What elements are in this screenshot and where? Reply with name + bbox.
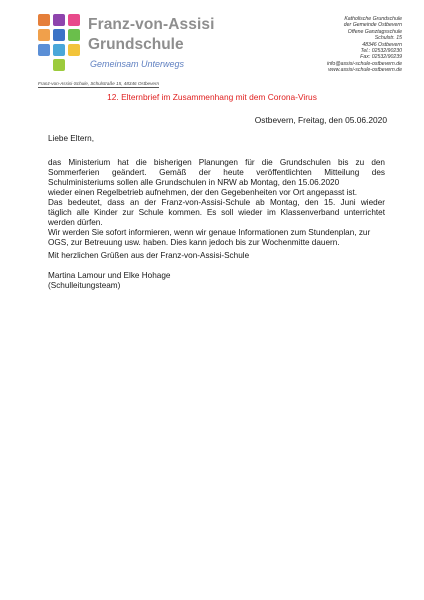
address-line: Offene Ganztagsschule bbox=[347, 28, 402, 35]
address-website: www.assisi-schule-ostbevern.de bbox=[328, 67, 402, 74]
logo-square bbox=[53, 14, 65, 26]
paragraph-line: Das bedeutet, dass an der Franz-von-Assisi-Schule ab Montag, den 15. Juni wieder bbox=[48, 198, 385, 207]
school-logo bbox=[38, 14, 248, 74]
logo-slogan: Gemeinsam Unterwegs bbox=[90, 59, 185, 69]
address-line: Katholische Grundschule bbox=[344, 16, 402, 22]
logo-square bbox=[68, 44, 80, 56]
greeting: Liebe Eltern, bbox=[48, 134, 94, 143]
paragraph-line: werden dürfen. bbox=[48, 218, 103, 227]
sender-line: Franz-von-Assisi-Schule, Schulstraße 15, 48346 Ostbevern bbox=[38, 81, 160, 86]
address-line: Fax: 02532/90239 bbox=[360, 54, 402, 61]
address-line: Schulstr. 15 bbox=[374, 35, 402, 42]
date-line: Ostbevern, Freitag, den 05.06.2020 bbox=[254, 115, 387, 125]
paragraph-line: Schulministeriums sollen alle Grundschulen in NRW ab Montag, den 15.06.2020 bbox=[48, 178, 340, 187]
closing: Mit herzlichen Grüßen aus der Franz-von-Assisi-Schule bbox=[48, 251, 250, 260]
logo-square bbox=[68, 29, 80, 41]
logo-subtitle: Grundschule bbox=[88, 36, 184, 53]
logo-square bbox=[53, 59, 65, 71]
paragraph-line: Wir werden Sie sofort informieren, wenn wir genaue Informationen zum Stundenplan, zur bbox=[48, 228, 371, 237]
logo-square bbox=[53, 29, 65, 41]
paragraph-line: das Ministerium hat die bisherigen Planungen für die Grundschulen bis zu den bbox=[48, 158, 385, 167]
paragraph-line: wieder einen Regelbetrieb aufnehmen, der den Gegebenheiten vor Ort angepasst ist. bbox=[48, 188, 358, 197]
letter-subject: 12. Elternbrief im Zusammenhang mit dem Corona-Virus bbox=[107, 92, 317, 102]
logo-square bbox=[38, 29, 50, 41]
paragraph-line: Sommerferien geändert. Gemäß der heute veröffentlichten Mitteilung des bbox=[48, 168, 385, 177]
logo-square bbox=[68, 14, 80, 26]
school-address bbox=[327, 16, 402, 74]
signature-names: Martina Lamour und Elke Hohage bbox=[48, 271, 171, 280]
address-line: Tel.: 02532/90230 bbox=[360, 48, 402, 55]
logo-square bbox=[38, 14, 50, 26]
logo-squares-icon bbox=[38, 14, 80, 72]
address-line: der Gemeinde Ostbevern bbox=[343, 22, 402, 29]
address-email: info@assisi-schule-ostbevern.de bbox=[326, 60, 402, 67]
paragraph-line: OGS, zur Betreuung usw. haben. Dies kann jedoch bis zur Wochenmitte dauern. bbox=[48, 238, 340, 247]
logo-title: Franz-von-Assisi bbox=[88, 16, 215, 33]
logo-square bbox=[53, 44, 65, 56]
logo-square bbox=[38, 44, 50, 56]
signature-role: (Schulleitungsteam) bbox=[48, 281, 121, 290]
letter-paragraph bbox=[48, 158, 385, 248]
address-line: 48346 Ostbevern bbox=[362, 41, 402, 48]
paragraph-line: täglich alle Kinder zur Schule kommen. Es soll wieder im Klassenverband unterrichtet bbox=[48, 208, 385, 217]
